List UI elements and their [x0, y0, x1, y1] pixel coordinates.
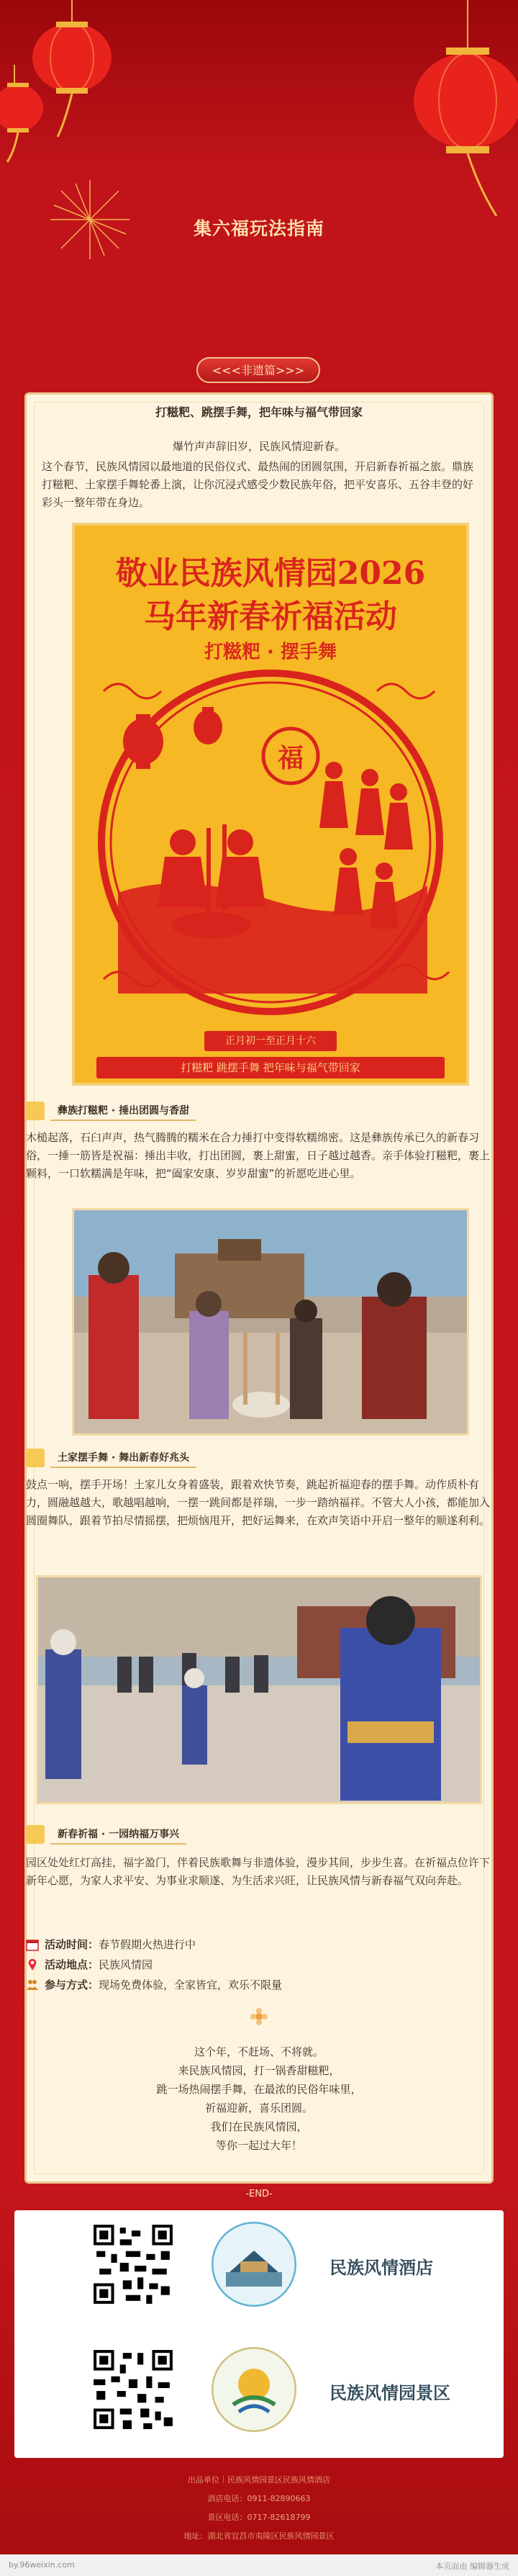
footer-line-1: 出品单位｜民族风情园景区民族风情酒店	[188, 2475, 330, 2485]
section-1-text: 木槌起落，石臼声声，热气腾腾的糯米在合力捶打中变得软糯绵密。这是彝族传承已久的新春习俗，一捶一筋皆是祝福：捶出丰收，打出团圆，裹上甜蜜，日子越过越香。亲手体验打糍粑，裹上颗料，一口软糯满是年味，把“阖家安康、岁岁甜蜜”的祈愿吃进心里。	[26, 1131, 491, 1180]
intro-line-1: 爆竹声声辞旧岁，民族风情迎新春。	[172, 440, 345, 453]
info-participation-label: 参与方式：	[45, 1978, 99, 1991]
info-location	[26, 1957, 153, 1972]
footer-line-3: 景区电话：0717-82618799	[207, 2513, 311, 2522]
scenic-logo-icon	[212, 2347, 296, 2432]
qr-code-hotel-icon[interactable]	[91, 2222, 176, 2307]
poster-title-1: 敬业民族风情园2026	[115, 555, 426, 592]
section-2-text: 鼓点一响，摆手开场！土家儿女身着盛装，跟着欢快节奏，跳起祈福迎春的摆手舞。动作质朴有力，圆融越越大，歌越唱越响，一摆一跳间都是祥瑞，一步一踏纳福祥。不管大人小孩，都能加入圆圈舞队，跟着节拍尽情摇摆，把烦恼甩开，把好运舞来，在欢声笑语中开启一整年的顺遂利利。	[26, 1478, 491, 1527]
footer-line-2: 酒店电话：0911-82890663	[207, 2494, 311, 2503]
info-time	[26, 1937, 196, 1952]
section-1-label: 彝族打糍粑 · 捶出团圆与香甜	[50, 1101, 196, 1121]
calendar-icon	[26, 1938, 39, 1951]
info-time-value: 春节假期火热进行中	[99, 1938, 196, 1951]
flower-divider-icon	[245, 2006, 273, 2027]
poster	[72, 523, 469, 1086]
people-icon	[26, 1978, 39, 1991]
poster-bottom-text: 打糍粑 跳摆手舞 把年味与福气带回家	[96, 1057, 445, 1078]
poster-subtitle: 打糍粑 · 摆手舞	[204, 641, 337, 663]
lantern-left-icon	[0, 0, 130, 180]
section-3-label: 新春祈福 · 一园纳福万事兴	[50, 1824, 186, 1845]
closing-line-3: 跳一场热闹摆手舞，在最浓的民俗年味里，	[156, 2083, 362, 2096]
closing-line-5: 我们在民族风情园，	[210, 2120, 308, 2133]
section-marker-icon	[26, 1449, 45, 1467]
section-2-header	[26, 1447, 196, 1469]
poster-fu-char: 福	[277, 743, 304, 773]
photo-glutinous-rice	[72, 1208, 469, 1436]
footer-line-4: 地址：湖北省宜昌市夷陵区民族风情园景区	[183, 2531, 335, 2541]
bottom-bar	[0, 2554, 518, 2576]
section-tag: <<<非遗篇>>>	[196, 357, 320, 383]
poster-title-2: 马年新春祈福活动	[144, 598, 397, 635]
qr-hotel-name: 民族风情酒店	[330, 2257, 433, 2278]
info-location-value: 民族风情园	[99, 1958, 153, 1971]
section-3-header	[26, 1824, 186, 1845]
info-participation	[26, 1977, 282, 1992]
qr-code-scenic-icon[interactable]	[91, 2347, 176, 2432]
photo-hand-dance	[36, 1575, 482, 1804]
poster-date: 正月初一至正月十六	[204, 1031, 337, 1051]
section-marker-icon	[26, 1825, 45, 1844]
closing-line-1: 这个年，不赶场、不将就。	[194, 2045, 324, 2058]
photo-scene-1-icon	[74, 1210, 467, 1433]
end-label: -END-	[245, 2189, 273, 2199]
photo-scene-2-icon	[38, 1577, 480, 1802]
poster-illustration-icon	[75, 662, 466, 1015]
closing-line-4: 祈福迎新，喜乐团圆。	[204, 2102, 313, 2115]
section-2-label: 土家摆手舞 · 舞出新春好兆头	[50, 1448, 196, 1468]
section-1-header	[26, 1100, 196, 1122]
section-3-text: 园区处处红灯高挂，福字盈门，伴着民族歌舞与非遗体验，漫步其间，步步生喜。在祈福点位许下新年心愿，为家人求平安、为事业求顺遂、为生活求兴旺，让民族风情与新春福气双向奔赴。	[26, 1856, 491, 1887]
qr-scenic-name: 民族风情园景区	[330, 2382, 450, 2403]
closing-line-6: 等你一起过大年！	[215, 2139, 302, 2152]
info-location-label: 活动地点：	[45, 1958, 99, 1971]
qr-panel	[14, 2210, 504, 2458]
bottom-bar-right-text: 本页面由 编辑器生成	[435, 2562, 509, 2571]
closing-line-2: 来民族风情园，打一锅香甜糍粑，	[178, 2064, 340, 2077]
intro-headline: 打糍粑、跳摆手舞，把年味与福气带回家	[155, 405, 363, 419]
hotel-logo-icon	[212, 2222, 296, 2307]
pin-icon	[26, 1958, 39, 1971]
intro-line-2: 这个春节，民族风情园以最地道的民俗仪式、最热闹的团圆氛围，开启新春祈福之旅。鼎族打糍粑、土家摆手舞轮番上演，让你沉浸式感受少数民族年俗，把平安喜乐、五谷丰登的好彩头一整年带在身边。	[42, 460, 474, 509]
info-participation-value: 现场免费体验，全家皆宜，欢乐不限量	[99, 1978, 283, 1991]
lantern-right-icon	[388, 0, 518, 238]
bottom-bar-left-link[interactable]: by.96weixin.com	[9, 2560, 75, 2570]
section-marker-icon	[26, 1102, 45, 1120]
page-title: 集六福玩法指南	[193, 218, 324, 239]
info-time-label: 活动时间：	[45, 1938, 99, 1951]
